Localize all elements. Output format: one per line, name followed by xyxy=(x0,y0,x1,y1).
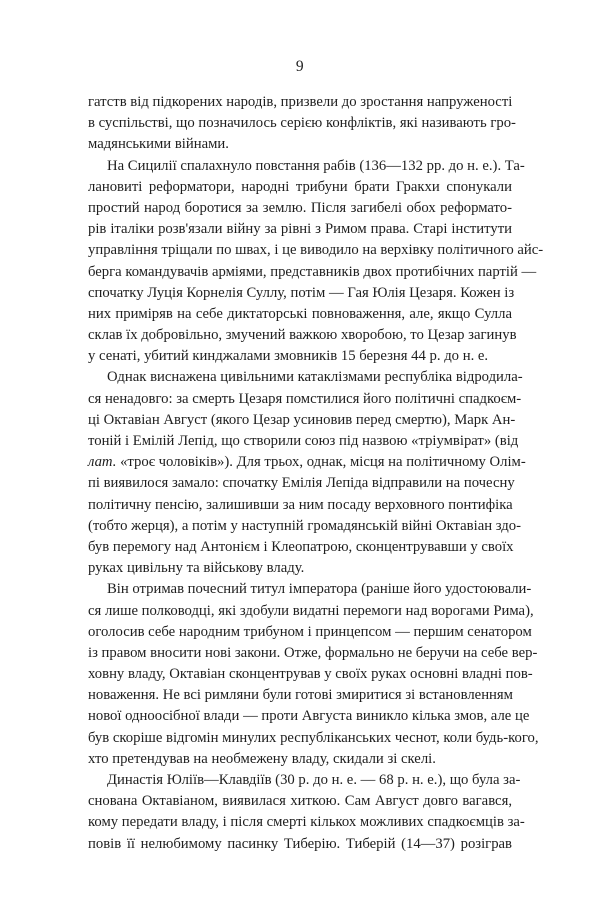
text-line: гатств від підкорених народів, призвели до зростання напруженості xyxy=(88,94,513,110)
page-number: 9 xyxy=(295,58,305,75)
text-line: склав їх добровільно, змучений важкою хворобою, то Цезар загинув xyxy=(88,327,517,344)
text-line: політичну пенсію, залишивши за ним посаду верховного понтифіка xyxy=(88,496,513,513)
text-line: ся ненадовго: за смерть Цезаря помстилися його політичні спадкоєм- xyxy=(88,390,522,407)
text-line: управління тріщали по швах, і це виводило на верхівку політичного айс- xyxy=(88,242,544,259)
text-line: лановиті реформатори, народні трибуни брати Гракхи спонукали xyxy=(88,178,512,195)
text-line: із правом вносити нові закони. Отже, формально не беручи на себе вер- xyxy=(88,644,538,661)
text-line: берга командувачів арміями, представників двох протибічних партій — xyxy=(88,263,537,280)
paragraph-5 xyxy=(88,770,525,855)
text-line: кому передати владу, і після смерті кількох можливих спадкоємців за- xyxy=(88,814,525,831)
text-line: ховну владу, Октавіан сконцентрував у своїх руках основні владні пов- xyxy=(88,666,533,683)
text-line: рів італіки розв'язали війну за рівні з Римом права. Старі інститути xyxy=(88,221,512,238)
text-line: хто претендував на необмежену владу, скидали зі скелі. xyxy=(88,750,436,767)
text-line: мадянськими війнами. xyxy=(88,136,229,153)
text-line-with-italic: лат. «троє чоловіків»). Для трьох, однак, місця на політичному Олім- xyxy=(88,454,526,471)
text-line: На Сицилії спалахнуло повстання рабів (136—132 рр. до н. е.). Та- xyxy=(107,157,525,174)
paragraph-1 xyxy=(88,92,516,156)
text-line: снована Октавіаном, виявилася хиткою. Сам Август довго вагався, xyxy=(88,793,512,810)
text-line: ці Октавіан Август (якого Цезар усиновив перед смертю), Марк Ан- xyxy=(88,411,516,428)
text-line: руках цивільну та військову владу. xyxy=(88,560,305,577)
body-text xyxy=(88,92,544,855)
text-line: ся лише полководці, які здобули видатні перемоги над ворогами Рима), xyxy=(88,602,534,619)
italic-abbreviation: лат. xyxy=(88,454,117,471)
paragraph-3 xyxy=(88,367,526,579)
text-line: пі виявилося замало: спочатку Емілія Лепіда відправили на почесну xyxy=(88,475,515,492)
text-line: простий народ боротися за землю. Після загибелі обох реформато- xyxy=(88,199,512,216)
text-line: нової одноосібної влади — проти Августа виникло кілька змов, але це xyxy=(88,708,530,725)
text-line: був скоріше відгомін минулих республіканських чеснот, коли будь-кого, xyxy=(88,729,539,746)
text-line: оголосив себе народним трибуном і принцепсом — першим сенатором xyxy=(88,623,532,640)
text-line: тоній і Емілій Лепід, що створили союз під назвою «тріумвірат» (від xyxy=(88,433,519,449)
text-line: у сенаті, убитий кинджалами змовників 15 березня 44 р. до н. е. xyxy=(88,348,489,365)
text-line: в суспільстві, що позначилось серією конфліктів, які називають гро- xyxy=(88,115,516,132)
text-line: Однак виснажена цивільними катаклізмами республіка відродила- xyxy=(107,369,523,386)
text-line: спочатку Луція Корнелія Суллу, потім — Гая Юлія Цезаря. Кожен із xyxy=(88,284,515,301)
text-line: Він отримав почесний титул імператора (раніше його удостоювали- xyxy=(107,581,532,598)
text-line: повів її нелюбимому пасинку Тиберію. Тиберій (14—37) розіграв xyxy=(88,835,512,852)
paragraph-2 xyxy=(88,156,544,368)
text-line: Династія Юліїв—Клавдіїв (30 р. до н. е. — 68 р. н. е.), що була за- xyxy=(107,772,521,788)
text-line: (тобто жерця), а потім у наступній громадянській війні Октавіан здо- xyxy=(88,517,521,534)
text-line: був перемогу над Антонієм і Клеопатрою, сконцентрувавши у своїх xyxy=(88,538,514,555)
text-line: новаження. Не всі римляни були готові змиритися зі встановленням xyxy=(88,687,513,704)
paragraph-4 xyxy=(88,579,539,770)
text-line: них приміряв на себе диктаторські повноваження, але, якщо Сулла xyxy=(88,305,512,322)
